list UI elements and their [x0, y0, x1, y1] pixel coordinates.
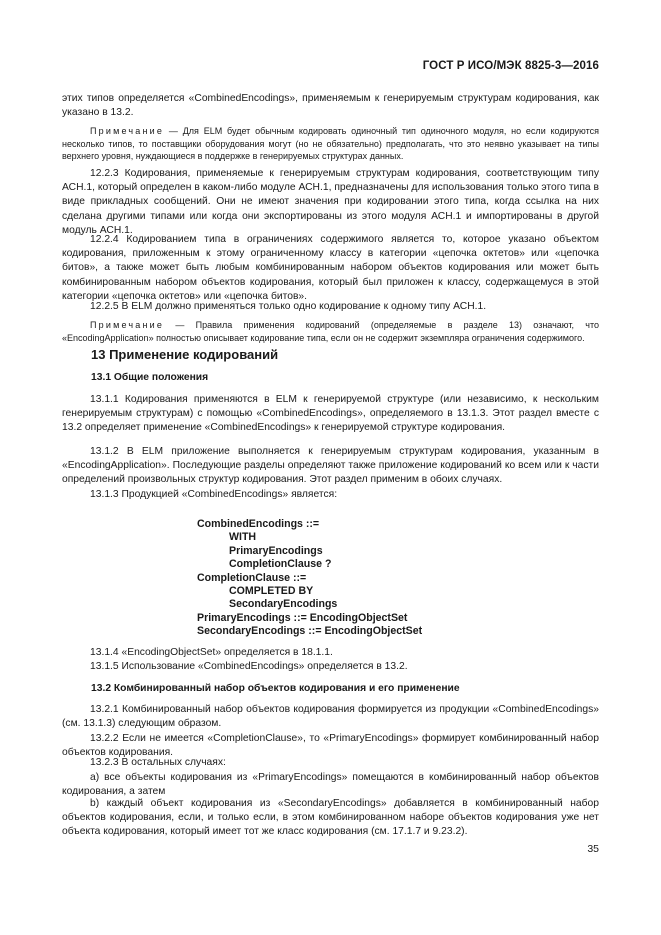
note-text: — Правила применения кодирований (определяемые в разделе 13) означают, что «EncodingApplication» полностью описывает кодирование типа, если он не содержит экземпляра ограничения содержимого. — [62, 320, 599, 343]
section-13-1-heading: 13.1 Общие положения — [91, 372, 209, 383]
paragraph-12-2-3: 12.2.3 Кодирования, применяемые к генерируемым структурам кодирования, соответствующим типу АСН.1, который определен в каком-либо модуле АСН.1, предназначены для использования только этого типа в виде прикладных сообщений. Они не имеют значения при кодировании этого типа, когда ссылка на них сделана другими типами или когда они экспортированы из этого модуля АСН.1 и импортированы в другой модуль АСН.1. — [62, 168, 599, 236]
paragraph-13-2-2: 13.2.2 Если не имеется «CompletionClause», то «PrimaryEncodings» формирует комбинированный набор объектов кодирования. — [62, 733, 599, 759]
paragraph-13-1-2: 13.1.2 В ELM приложение выполняется к генерируемым структурам кодирования, указанным в «EncodingApplication». Последующие разделы определяют также приложение кодирований ко всем или к части определений произвольных структур кодирования. Этот раздел применим в обоих случаях. — [62, 446, 599, 486]
note-text: — Для ELM будет обычным кодировать одиночный тип одиночного модуля, но если кодируются несколько типов, то поставщики оборудования могут (но не обязательно) предполагать, что это неявно указывает на типы верхнего уровня, нуждающиеся в поддержке в генерируемых структурах данных. — [62, 126, 599, 162]
paragraph-13-1-4: 13.1.4 «EncodingObjectSet» определяется в 18.1.1. — [90, 647, 333, 658]
note-2 — [62, 319, 599, 344]
code-line: SecondaryEncodings ::= EncodingObjectSet — [197, 625, 423, 638]
paragraph-12-2-5: 12.2.5 В ELM должно применяться только одно кодирование к одному типу АСН.1. — [90, 301, 487, 312]
section-13-heading: 13 Применение кодирований — [91, 347, 279, 362]
paragraph-13-2-3: 13.2.3 В остальных случаях: — [90, 757, 226, 768]
paragraph-13-1-3: 13.1.3 Продукцией «CombinedEncodings» является: — [90, 489, 338, 500]
code-line: CompletionClause ::= — [197, 571, 307, 584]
paragraph-13-2-1: 13.2.1 Комбинированный набор объектов кодирования формируется из продукции «CombinedEncodings» (см. 13.1.3) следующим образом. — [62, 704, 599, 730]
page-number: 35 — [587, 843, 599, 855]
note-label: Примечание — [90, 320, 165, 330]
note-1 — [62, 125, 599, 163]
code-line: PrimaryEncodings ::= EncodingObjectSet — [197, 611, 408, 624]
paragraph-intro: этих типов определяется «CombinedEncodings», применяемым к генерируемым структурам кодирования, как указано в 13.2. — [62, 93, 599, 119]
code-line: WITH — [229, 531, 257, 544]
standard-header: ГОСТ Р ИСО/МЭК 8825-3—2016 — [422, 60, 599, 72]
paragraph-13-1-5: 13.1.5 Использование «CombinedEncodings» определяется в 13.2. — [90, 661, 408, 672]
code-line: PrimaryEncodings — [229, 544, 323, 557]
paragraph-13-1-1: 13.1.1 Кодирования применяются в ELM к генерируемой структуре (или независимо, к нескольким генерируемым структурам) с помощью «CombinedEncodings», определяемого в 13.1.3. Этот раздел вместе с 13.2 определяет применение «CombinedEncodings» к генерируемой структуре кодирования. — [62, 394, 599, 434]
code-line: COMPLETED BY — [229, 585, 314, 598]
code-line: CombinedEncodings ::= — [197, 518, 320, 530]
code-line: SecondaryEncodings — [229, 598, 338, 611]
paragraph-12-2-4: 12.2.4 Кодированием типа в ограничениях содержимого является то, которое указано объектом кодирования, приложенным к этому ограниченному классу в категории «цепочка октетов» или «цепочка битов», а также может быть любым комбинированным набором объектов кодирования или может быть комбинированным набором объектов кодирования, который был приложен к классу, содержащемуся в этой категории «цепочка октетов» или «цепочка битов». — [62, 234, 599, 302]
list-item-b: b) каждый объект кодирования из «SecondaryEncodings» добавляется в комбинированный набор объектов кодирования, если, и только если, в этом комбинированном наборе объектов кодирования уже нет объекта кодирования, который имеет тот же класс кодирования (см. 17.1.7 и 9.23.2). — [62, 798, 599, 838]
code-line: CompletionClause ? — [229, 558, 332, 571]
section-13-2-heading: 13.2 Комбинированный набор объектов кодирования и его применение — [91, 683, 460, 694]
note-label: Примечание — [90, 126, 165, 136]
list-item-a: а) все объекты кодирования из «PrimaryEncodings» помещаются в комбинированный набор объектов кодирования, а затем — [62, 772, 599, 798]
grammar-block — [197, 518, 422, 639]
